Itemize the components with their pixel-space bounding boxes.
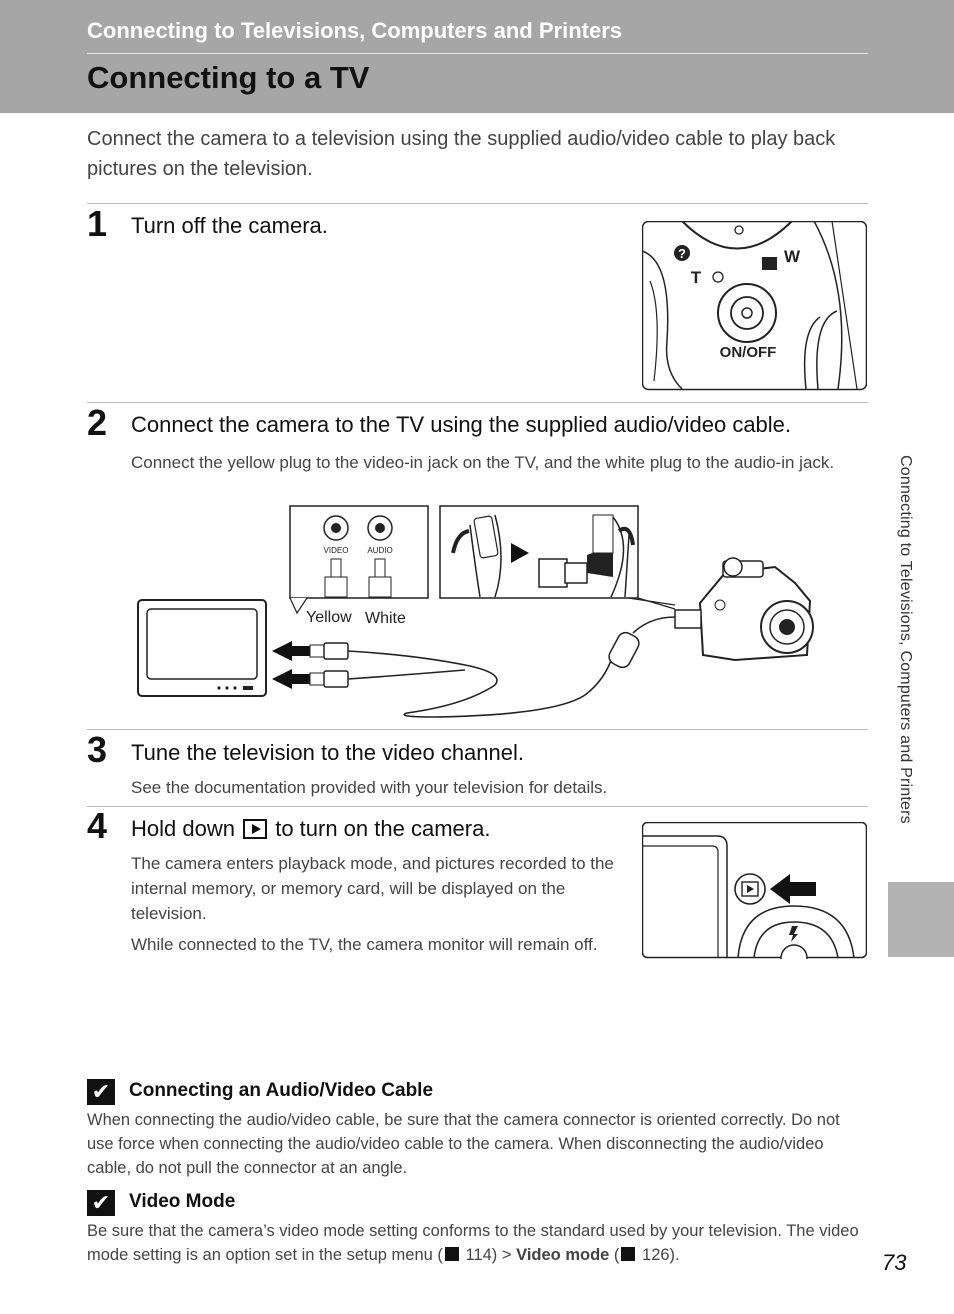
- divider: [87, 402, 868, 403]
- divider: [87, 729, 868, 730]
- note-heading: [87, 1189, 235, 1216]
- note-body: When connecting the audio/video cable, be sure that the camera connector is oriented correctly. Do not use force when connecting the audio/video cable to the camera. When disconnecting the audio/video cable, do not pull the connector at an angle.: [87, 1111, 840, 1177]
- chapter-tab: [888, 882, 954, 957]
- playback-button-illustration: [642, 822, 867, 959]
- step-title-part: Hold down: [131, 816, 235, 841]
- step-number: 1: [87, 203, 108, 244]
- page-reference[interactable]: 114: [465, 1246, 492, 1264]
- step-number: 4: [87, 805, 108, 846]
- step-description: While connected to the TV, the camera monitor will remain off.: [131, 935, 598, 954]
- white-plug-label: White: [365, 610, 406, 627]
- yellow-plug-label: Yellow: [306, 609, 352, 626]
- setting-name: Video mode: [516, 1246, 610, 1264]
- playback-button-icon: [243, 819, 267, 839]
- step-number: 3: [87, 729, 108, 770]
- step-description: The camera enters playback mode, and pictures recorded to the internal memory, or memory card, will be displayed on the television.: [131, 854, 614, 923]
- note-text: ).: [669, 1246, 680, 1264]
- tele-label: T: [690, 268, 702, 287]
- note-text: ) >: [491, 1246, 517, 1264]
- help-label: ?: [678, 246, 686, 261]
- step-title-part: to turn on the camera.: [275, 816, 491, 841]
- note-text: (: [609, 1246, 620, 1264]
- note-body: [87, 1219, 867, 1267]
- power-switch-illustration: [642, 221, 867, 391]
- check-icon: ✔: [87, 1190, 115, 1216]
- header-divider: [87, 53, 868, 54]
- divider: [87, 806, 868, 807]
- page-reference-icon: [445, 1247, 459, 1261]
- intro-paragraph: Connect the camera to a television using the supplied audio/video cable to play back pictures on the television.: [87, 128, 836, 180]
- page-reference-icon: [621, 1247, 635, 1261]
- side-section-label: Connecting to Televisions, Computers and Printers: [897, 455, 914, 824]
- note-title: Video Mode: [129, 1191, 236, 1212]
- step-description: See the documentation provided with your television for details.: [131, 778, 608, 797]
- page-reference[interactable]: 126: [642, 1246, 670, 1264]
- step-number: 2: [87, 402, 108, 443]
- note-heading: [87, 1078, 433, 1105]
- page-number: 73: [882, 1250, 907, 1275]
- divider: [87, 203, 868, 204]
- step-description: Connect the yellow plug to the video-in jack on the TV, and the white plug to the audio-in jack.: [131, 453, 835, 472]
- step-title: Connect the camera to the TV using the supplied audio/video cable.: [131, 412, 792, 437]
- step-title: Tune the television to the video channel.: [131, 740, 525, 765]
- audio-jack-label: AUDIO: [367, 546, 393, 555]
- note-title: Connecting an Audio/Video Cable: [129, 1080, 434, 1101]
- wide-label: W: [783, 247, 801, 266]
- page-title: Connecting to a TV: [87, 60, 370, 95]
- on-off-label: ON/OFF: [719, 344, 777, 361]
- video-jack-label: VIDEO: [323, 546, 349, 555]
- note-text: Be sure that the camera’s video mode setting conforms to the standard used by your television. The video mode setting is an option set in the setup menu (: [87, 1222, 859, 1264]
- header-band: [0, 0, 954, 113]
- step-title: Turn off the camera.: [131, 213, 328, 238]
- check-icon: ✔: [87, 1079, 115, 1105]
- step-title: [131, 815, 490, 843]
- tv-connection-illustration: [135, 505, 825, 720]
- section-title: Connecting to Televisions, Computers and Printers: [87, 18, 623, 43]
